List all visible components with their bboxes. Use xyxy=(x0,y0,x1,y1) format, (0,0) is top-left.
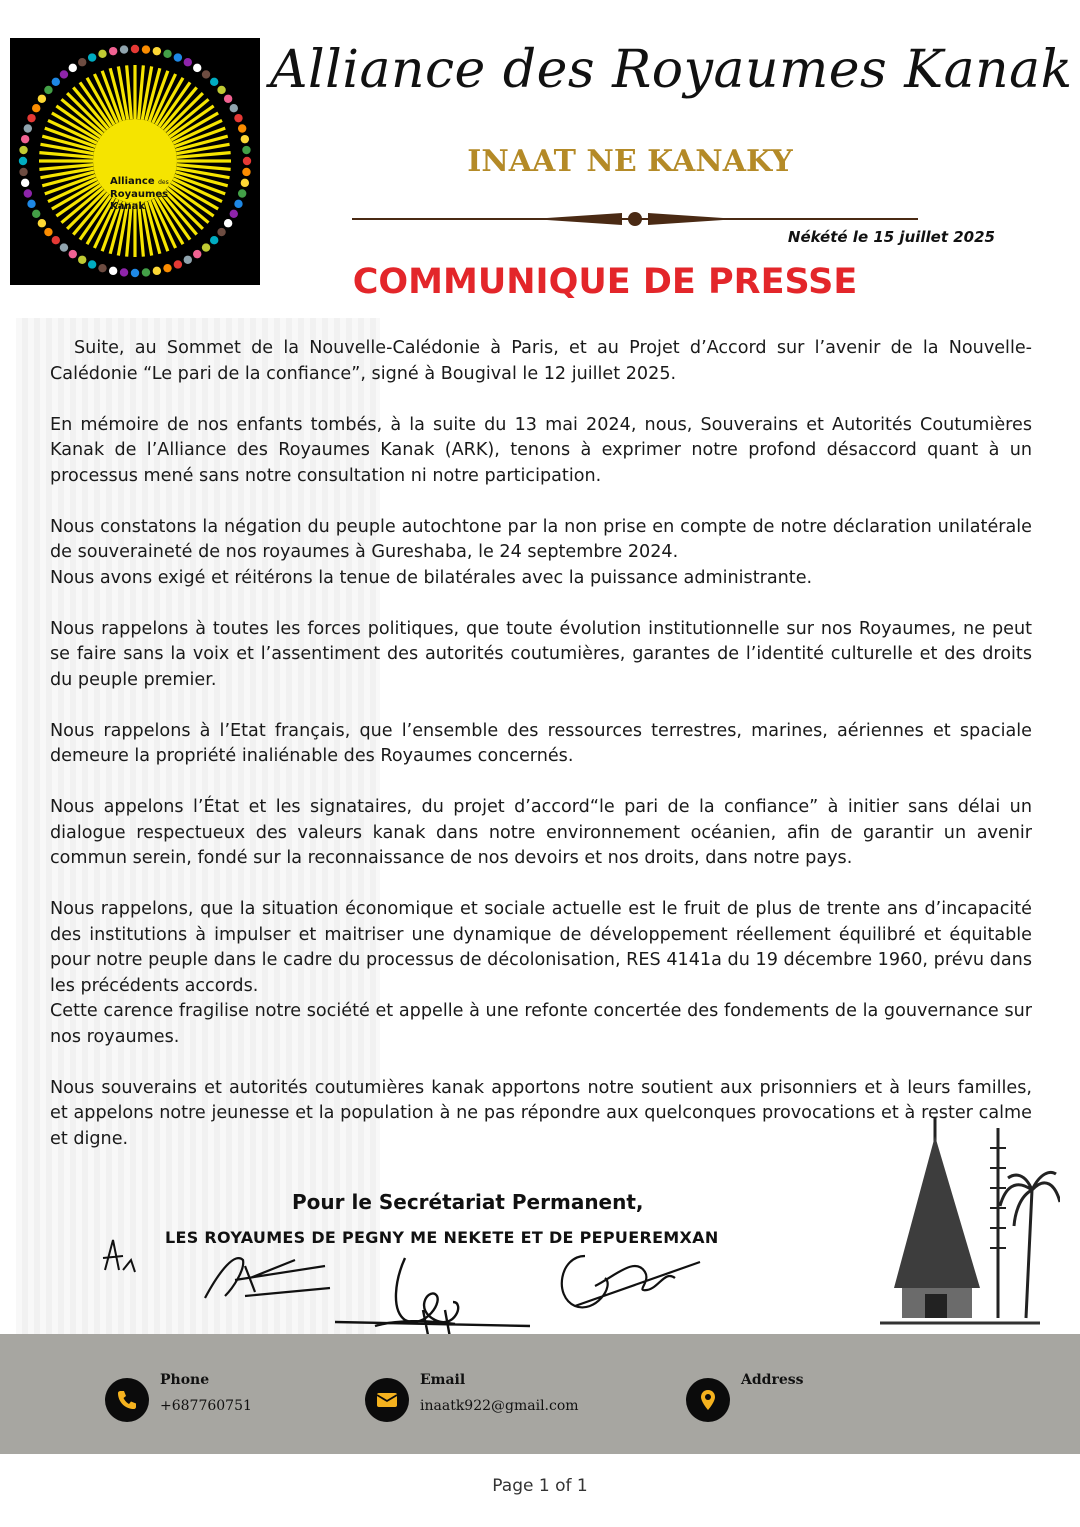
logo-dot xyxy=(78,256,86,264)
logo-dot xyxy=(238,124,246,132)
logo-dot xyxy=(19,146,27,154)
logo-dot xyxy=(88,260,96,268)
signature-image xyxy=(95,1230,335,1310)
phone-icon xyxy=(105,1378,149,1422)
paragraph: Suite, au Sommet de la Nouvelle-Calédonie à Paris, et au Projet d’Accord sur l’avenir de la Nouvelle-Calédonie “Le pari de la confiance”, signé à Bougival le 12 juillet 2025. xyxy=(50,338,1032,384)
signature-image xyxy=(555,1236,705,1316)
logo-dot xyxy=(109,47,117,55)
logo-dot xyxy=(184,256,192,264)
logo-dot xyxy=(21,179,29,187)
logo-dot xyxy=(224,95,232,103)
phone-value[interactable]: +687760751 xyxy=(160,1398,252,1414)
paragraph: Nous rappelons à toutes les forces politiques, que toute évolution institutionnelle sur nos Royaumes, ne peut se faire sans la voix et l’assentiment des autorités coutumières, garantes de l’identité culturelle et des droits du peuple premier. xyxy=(50,618,1032,690)
paragraph: Nous avons exigé et réitérons la tenue de bilatérales avec la puissance administrante. xyxy=(50,567,813,588)
logo-dot xyxy=(234,114,242,122)
footer-band xyxy=(0,1334,1080,1454)
logo-dot xyxy=(202,243,210,251)
logo-dot xyxy=(27,200,35,208)
logo-dot xyxy=(32,210,40,218)
logo-dot xyxy=(184,58,192,66)
logo-dot xyxy=(19,168,27,176)
press-headline: COMMUNIQUE DE PRESSE xyxy=(352,262,858,302)
logo-dot xyxy=(142,268,150,276)
logo-dot xyxy=(131,269,139,277)
logo-dot xyxy=(109,267,117,275)
kanak-hut-illustration xyxy=(880,1118,1060,1330)
logo-dot xyxy=(120,268,128,276)
logo-dot xyxy=(60,70,68,78)
logo-dot xyxy=(174,260,182,268)
logo-dot xyxy=(193,250,201,258)
logo-dot xyxy=(52,236,60,244)
paragraph: Nous rappelons, que la situation économique et sociale actuelle est le fruit de plus de trente ans d’incapacité des institutions à impulser et maitriser une dynamique de développement réellement équilibré et équitable pour notre peuple dans le cadre du processus de décolonisation, RES 4141a du 19 décembre 1960, prévu dans les précédents accords. xyxy=(50,899,1032,996)
logo-dot xyxy=(153,267,161,275)
logo-dot xyxy=(174,53,182,61)
location-pin-icon xyxy=(686,1378,730,1422)
logo-dot xyxy=(98,50,106,58)
logo-dot xyxy=(217,228,225,236)
logo-dot xyxy=(202,70,210,78)
address-label: Address xyxy=(741,1372,804,1388)
logo-dot xyxy=(44,228,52,236)
logo-dot xyxy=(238,189,246,197)
logo-dot xyxy=(163,264,171,272)
logo-dot xyxy=(217,86,225,94)
phone-label: Phone xyxy=(160,1372,210,1388)
logo-dot xyxy=(98,264,106,272)
press-body xyxy=(50,336,1032,1178)
logo-dot xyxy=(44,86,52,94)
press-date: Nékété le 15 juillet 2025 xyxy=(787,228,995,246)
signature-title: Pour le Secrétariat Permanent, xyxy=(292,1190,644,1214)
logo-dot xyxy=(27,114,35,122)
logo-dot xyxy=(52,78,60,86)
organization-subtitle: INAAT NE KANAKY xyxy=(467,144,793,179)
logo-text: Alliance des Royaumes Kanak xyxy=(110,176,169,212)
logo-dot xyxy=(210,78,218,86)
logo-dot xyxy=(224,219,232,227)
logo-dot xyxy=(193,64,201,72)
logo-dot xyxy=(21,135,29,143)
logo-dot xyxy=(163,50,171,58)
paragraph: Nous rappelons à l’Etat français, que l’ensemble des ressources terrestres, marines, aériennes et spaciale demeure la propriété inaliénable des Royaumes concernés. xyxy=(50,720,1032,766)
page-number: Page 1 of 1 xyxy=(492,1476,588,1496)
logo-dot xyxy=(242,146,250,154)
logo-dot xyxy=(230,104,238,112)
envelope-icon xyxy=(365,1378,409,1422)
logo-dot xyxy=(153,47,161,55)
logo-dot xyxy=(234,200,242,208)
logo-dot xyxy=(241,135,249,143)
logo-dot xyxy=(19,157,27,165)
logo-dot xyxy=(38,95,46,103)
logo-dot xyxy=(38,219,46,227)
logo-dot xyxy=(32,104,40,112)
logo-dot xyxy=(131,45,139,53)
paragraph: Cette carence fragilise notre société et appelle à une refonte concertée des fondements de la gouvernance sur nos royaumes. xyxy=(50,1001,1032,1047)
signature-subtitle: LES ROYAUMES DE PEGNY ME NEKETE ET DE PEPUEREMXAN xyxy=(165,1228,719,1247)
organization-title: Alliance des Royaumes Kanak xyxy=(270,40,1073,100)
logo-dot xyxy=(69,250,77,258)
paragraph: Nous souverains et autorités coutumières kanak apportons notre soutient aux prisonniers et à leurs familles, et appelons notre jeunesse et la population à ne pas répondre aux quelconques provocations et à rester calme et digne. xyxy=(50,1077,1032,1149)
logo-dot xyxy=(142,45,150,53)
logo-dot xyxy=(210,236,218,244)
logo-dot xyxy=(69,64,77,72)
logo-dot xyxy=(88,53,96,61)
logo-dot xyxy=(243,157,251,165)
logo-dot xyxy=(242,168,250,176)
alliance-logo xyxy=(10,38,260,285)
logo-dot xyxy=(24,189,32,197)
logo-dot xyxy=(24,124,32,132)
logo-dot xyxy=(78,58,86,66)
logo-dot xyxy=(230,210,238,218)
email-label: Email xyxy=(420,1372,466,1388)
paragraph: Nous appelons l’État et les signataires, du projet d’accord“le pari de la confiance” à initier sans délai un dialogue respectueux des valeurs kanak dans notre environnement océanien, afin de garantir un avenir commun serein, fondé sur la reconnaissance de nos devoirs et nos droits, dans notre pays. xyxy=(50,797,1032,868)
logo-dot xyxy=(60,243,68,251)
paragraph: En mémoire de nos enfants tombés, à la suite du 13 mai 2024, nous, Souverains et Autorités Coutumières Kanak de l’Alliance des Royaumes Kanak (ARK), tenons à exprimer notre profond désaccord quant à un processus mené sans notre consultation ni notre participation. xyxy=(50,414,1032,486)
logo-dot xyxy=(120,45,128,53)
paragraph: Nous constatons la négation du peuple autochtone par la non prise en compte de notre déclaration unilatérale de souveraineté de nos royaumes à Gureshaba, le 24 septembre 2024. xyxy=(50,516,1032,562)
logo-dot xyxy=(241,179,249,187)
email-value[interactable]: inaatk922@gmail.com xyxy=(420,1398,579,1414)
